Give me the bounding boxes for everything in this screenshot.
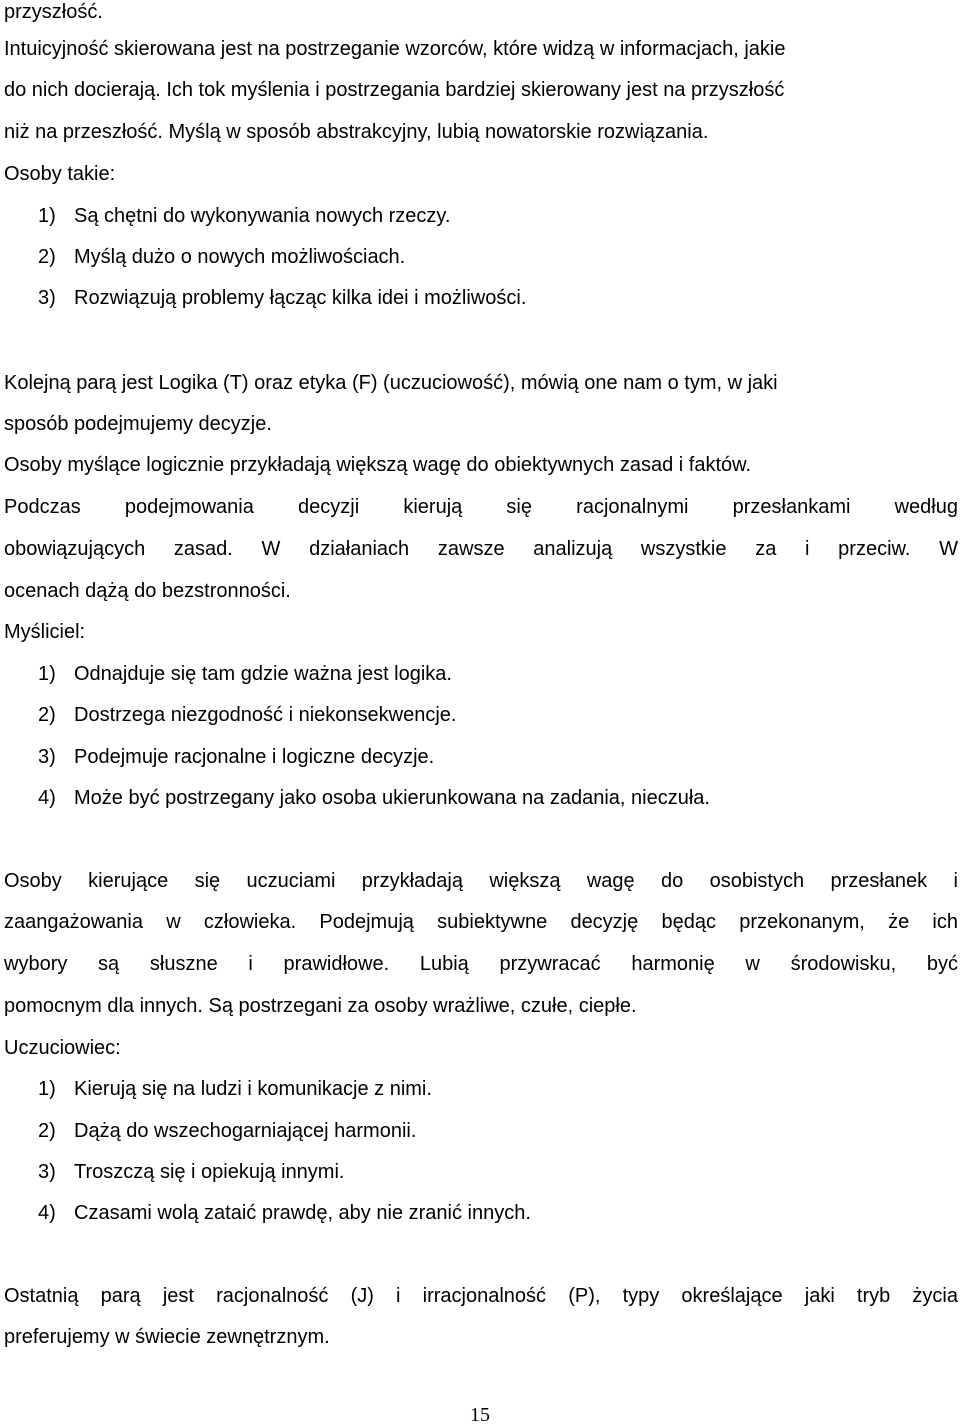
- text-line: [4, 952, 958, 976]
- text-line: Kolejną parą jest Logika (T) oraz etyka (F) (uczuciowość), mówią one nam o tym, w jaki: [4, 372, 778, 394]
- list-number: 3): [38, 746, 56, 768]
- list-text: Czasami wolą zataić prawdę, aby nie zranić innych.: [74, 1202, 531, 1224]
- list-item: [38, 1201, 531, 1225]
- text-line: ocenach dążą do bezstronności.: [4, 580, 291, 602]
- text-span: obowiązujących zasad. W działaniach zawsze analizują wszystkie za i przeciw. W: [4, 538, 958, 560]
- list-item: [38, 1077, 432, 1101]
- list-item: [38, 245, 405, 269]
- list-item: [38, 662, 452, 686]
- text-span: Podczas podejmowania decyzji kierują się racjonalnymi przesłankami według: [4, 496, 958, 518]
- list-text: Podejmuje racjonalne i logiczne decyzje.: [74, 746, 435, 768]
- list-item: [38, 204, 450, 228]
- list-number: 1): [38, 663, 56, 685]
- list-item: [38, 703, 456, 727]
- list-item: [38, 286, 526, 310]
- text-span: wybory są słuszne i prawidłowe. Lubią przywracać harmonię w środowisku, być: [4, 953, 958, 975]
- list-number: 1): [38, 1078, 56, 1100]
- text-line: Osoby myślące logicznie przykładają większą wagę do obiektywnych zasad i faktów.: [4, 454, 752, 476]
- text-line: [4, 537, 958, 561]
- list-heading: Osoby takie:: [4, 163, 116, 185]
- text-span: Ostatnią parą jest racjonalność (J) i irracjonalność (P), typy określające jaki tryb życia: [4, 1285, 958, 1307]
- text-line: niż na przeszłość. Myślą w sposób abstrakcyjny, lubią nowatorskie rozwiązania.: [4, 121, 709, 143]
- list-number: 3): [38, 1161, 56, 1183]
- list-item: [38, 1160, 344, 1184]
- list-number: 4): [38, 1202, 56, 1224]
- list-text: Rozwiązują problemy łącząc kilka idei i możliwości.: [74, 287, 527, 309]
- list-item: [38, 745, 434, 769]
- list-text: Są chętni do wykonywania nowych rzeczy.: [74, 205, 451, 227]
- list-number: 2): [38, 704, 56, 726]
- list-number: 4): [38, 787, 56, 809]
- list-text: Myślą dużo o nowych możliwościach.: [74, 246, 406, 268]
- text-line: do nich docierają. Ich tok myślenia i postrzegania bardziej skierowany jest na przyszłość: [4, 79, 785, 101]
- list-text: Troszczą się i opiekują innymi.: [74, 1161, 345, 1183]
- list-number: 2): [38, 1120, 56, 1142]
- list-heading: Myśliciel:: [4, 621, 86, 643]
- text-span: zaangażowania w człowieka. Podejmują subiektywne decyzję będąc przekonanym, że ich: [4, 911, 958, 933]
- list-text: Dążą do wszechogarniającej harmonii.: [74, 1120, 417, 1142]
- list-heading: Uczuciowiec:: [4, 1037, 121, 1059]
- text-line: pomocnym dla innych. Są postrzegani za osoby wrażliwe, czułe, ciepłe.: [4, 995, 637, 1017]
- page-number: 15: [470, 1404, 490, 1426]
- list-text: Odnajduje się tam gdzie ważna jest logika.: [74, 663, 452, 685]
- list-item: [38, 1119, 416, 1143]
- list-number: 2): [38, 246, 56, 268]
- text-line: przyszłość.: [4, 1, 103, 23]
- list-text: Kierują się na ludzi i komunikacje z nimi.: [74, 1078, 432, 1100]
- list-item: [38, 786, 710, 810]
- text-line: Intuicyjność skierowana jest na postrzeganie wzorców, które widzą w informacjach, jakie: [4, 38, 786, 60]
- text-line: [4, 910, 958, 934]
- text-line: [4, 495, 958, 519]
- list-number: 3): [38, 287, 56, 309]
- text-line: [4, 869, 958, 893]
- list-text: Dostrzega niezgodność i niekonsekwencje.: [74, 704, 457, 726]
- list-number: 1): [38, 205, 56, 227]
- list-text: Może być postrzegany jako osoba ukierunkowana na zadania, nieczuła.: [74, 787, 710, 809]
- text-line: [4, 1284, 958, 1308]
- text-line: sposób podejmujemy decyzje.: [4, 413, 272, 435]
- text-line: preferujemy w świecie zewnętrznym.: [4, 1326, 330, 1348]
- text-span: Osoby kierujące się uczuciami przykładają większą wagę do osobistych przesłanek i: [4, 870, 958, 892]
